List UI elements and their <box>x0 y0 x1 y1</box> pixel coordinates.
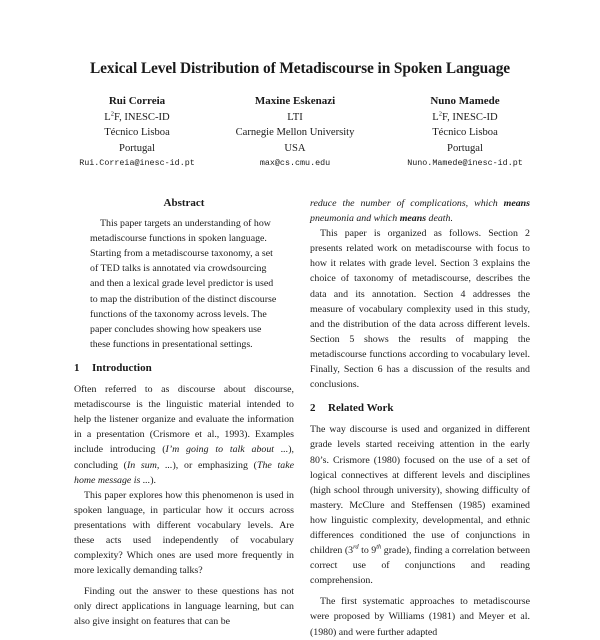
author-name: Rui Correia <box>108 95 166 107</box>
left-column <box>74 196 294 630</box>
continued-example: reduce the number of complications, which means pneumonia and which means death. <box>310 198 530 225</box>
author-name: Maxine Eskenazi <box>254 95 336 107</box>
author-institution: Técnico Lisboa <box>432 127 498 139</box>
author-email[interactable]: max@cs.cmu.edu <box>259 158 331 169</box>
author-email[interactable]: Rui.Correia@inesc-id.pt <box>79 158 195 169</box>
author-block-2 <box>200 94 390 172</box>
section-heading-related-work: 2 Related Work <box>310 402 394 415</box>
intro-paragraph-1: Often referred to as discourse about discourse, metadiscourse is the linguistic material intended to help the listener organize and evaluate the information in a presentation (Crismore et al., 1993). Examples include introducing (I’m going to talk about ...), concluding (In sum, ...), or emphasizing (The take home message is ...). <box>74 384 294 486</box>
author-country: Portugal <box>447 142 483 154</box>
abstract-heading: Abstract <box>163 197 205 209</box>
section-heading-introduction: 1 Introduction <box>74 361 152 374</box>
intro-paragraph-2: This paper explores how this phenomenon is used in spoken language, in particular how it occurs across presentations with different vocabulary levels. Are these acts used independently of vocabulary complexity? Which ones are used more frequently in more lexically demanding talks? <box>74 489 294 577</box>
right-column <box>310 196 530 640</box>
abstract-text: This paper targets an understanding of how metadiscourse functions in spoken language. Starting from a metadiscourse taxonomy, a set of TED talks is annotated via crowdsourcing and then a lexical grade level predictor is used to map the distribution of the distinct discourse functions of the taxonomy across levels. The paper concludes showing how speakers use these functions in presentational settings. <box>90 218 277 350</box>
author-name: Nuno Mamede <box>430 95 500 107</box>
author-affiliation: $L^2F$, INESC-ID <box>104 110 170 123</box>
paper-title: Lexical Level Distribution of Metadiscourse in Spoken Language <box>89 60 511 77</box>
related-work-paragraph-1: The way discourse is used and organized in different grade levels started receiving attention in the early 80’s. Crismore (1980) focused on the use of a set of logical connectives at different levels and disciplines (high school through university), showing difficulty of mastery. McClure and Steffensen (1985) examined how linguistic complexity, developmental, and ethnic differences conditioned the use of conjunctions in children (3rd to 9th grade), finding a correlation between correct use of conjunctions and reading comprehension. <box>310 424 531 587</box>
author-affiliation: $L^2F$, INESC-ID <box>432 110 498 123</box>
intro-paragraph-3: Finding out the answer to these questions has not only direct applications in language learning, but can also give insight on features that can be <box>74 586 294 628</box>
author-country: Portugal <box>119 142 155 154</box>
author-institution: Técnico Lisboa <box>104 127 170 139</box>
author-affiliation: LTI <box>287 111 303 123</box>
author-block-3 <box>370 94 560 172</box>
author-country: USA <box>284 142 306 154</box>
author-email[interactable]: Nuno.Mamede@inesc-id.pt <box>407 158 523 169</box>
related-work-paragraph-2: The first systematic approaches to metadiscourse were proposed by Williams (1981) and Meyer et al. (1980) and were further adapted <box>310 596 530 638</box>
author-institution: Carnegie Mellon University <box>235 127 355 139</box>
organization-paragraph: This paper is organized as follows. Section 2 presents related work on metadiscourse with focus to how it relates with grade level. Section 3 explains the choice of taxonomy of metadiscourse, describes the data and its annotation. Section 4 addresses the measure of vocabulary complexity used in this study, and the distribution of the data across different levels. Section 5 shows the results of mapping the metadiscourse functions according to vocabulary level. Finally, Section 6 has a discussion of the results and conclusions. <box>310 228 530 391</box>
